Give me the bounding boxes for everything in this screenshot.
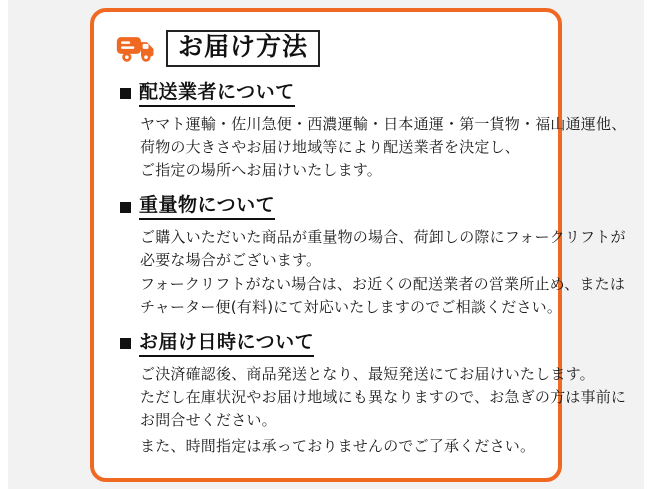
body-line: 荷物の大きさやお届け地域等により配送業者を決定し、 bbox=[140, 137, 521, 156]
section-heavy-goods-heading-text: 重量物について bbox=[139, 194, 275, 220]
card-title-row bbox=[116, 30, 536, 67]
body-line: また、時間指定は承っておりませんのでご了承ください。 bbox=[140, 436, 536, 455]
card-content bbox=[94, 12, 627, 478]
card-title: お届け方法 bbox=[178, 32, 309, 61]
section-carrier-heading bbox=[120, 81, 536, 107]
body-line: ご購入いただいた商品が重量物の場合、荷卸しの際にフォークリフトが bbox=[140, 228, 626, 247]
bullet-square-icon bbox=[120, 202, 131, 213]
section-carrier bbox=[116, 80, 627, 183]
section-heavy-goods bbox=[116, 194, 626, 319]
section-carrier-body bbox=[140, 113, 627, 183]
section-delivery-date-body bbox=[140, 363, 627, 458]
body-line: フォークリフトがない場合は、お近くの配送業者の営業所止め、または bbox=[140, 274, 626, 293]
body-line: お問合せください。 bbox=[140, 411, 277, 430]
left-margin-band bbox=[0, 0, 8, 489]
body-line: 必要な場合がございます。 bbox=[140, 251, 322, 270]
bullet-square-icon bbox=[120, 338, 131, 349]
section-carrier-heading-text: 配送業者について bbox=[139, 81, 295, 107]
section-delivery-date bbox=[116, 331, 627, 458]
shipping-info-card bbox=[90, 8, 627, 482]
bullet-square-icon bbox=[120, 88, 131, 99]
section-delivery-date-heading bbox=[120, 331, 536, 357]
section-heavy-goods-body bbox=[140, 226, 626, 319]
body-line: ご決済確認後、商品発送となり、最短発送にてお届けいたします。 bbox=[140, 364, 595, 383]
body-line: ヤマト運輸・佐川急便・西濃運輸・日本通運・第一貨物・福山通運他、 bbox=[140, 114, 627, 133]
section-heavy-goods-heading bbox=[120, 194, 536, 220]
card-title-box bbox=[166, 30, 320, 67]
section-delivery-date-heading-text: お届け日時について bbox=[139, 331, 314, 357]
body-line: ご指定の場所へお届けいたします。 bbox=[140, 161, 383, 180]
body-line: ただし在庫状況やお届け地域にも異なりますので、お急ぎの方は事前に bbox=[140, 388, 627, 407]
right-margin-band bbox=[644, 0, 652, 489]
body-line: チャーター便(有料)にて対応いたしますのでご相談ください。 bbox=[140, 297, 563, 316]
delivery-truck-icon bbox=[116, 31, 156, 65]
